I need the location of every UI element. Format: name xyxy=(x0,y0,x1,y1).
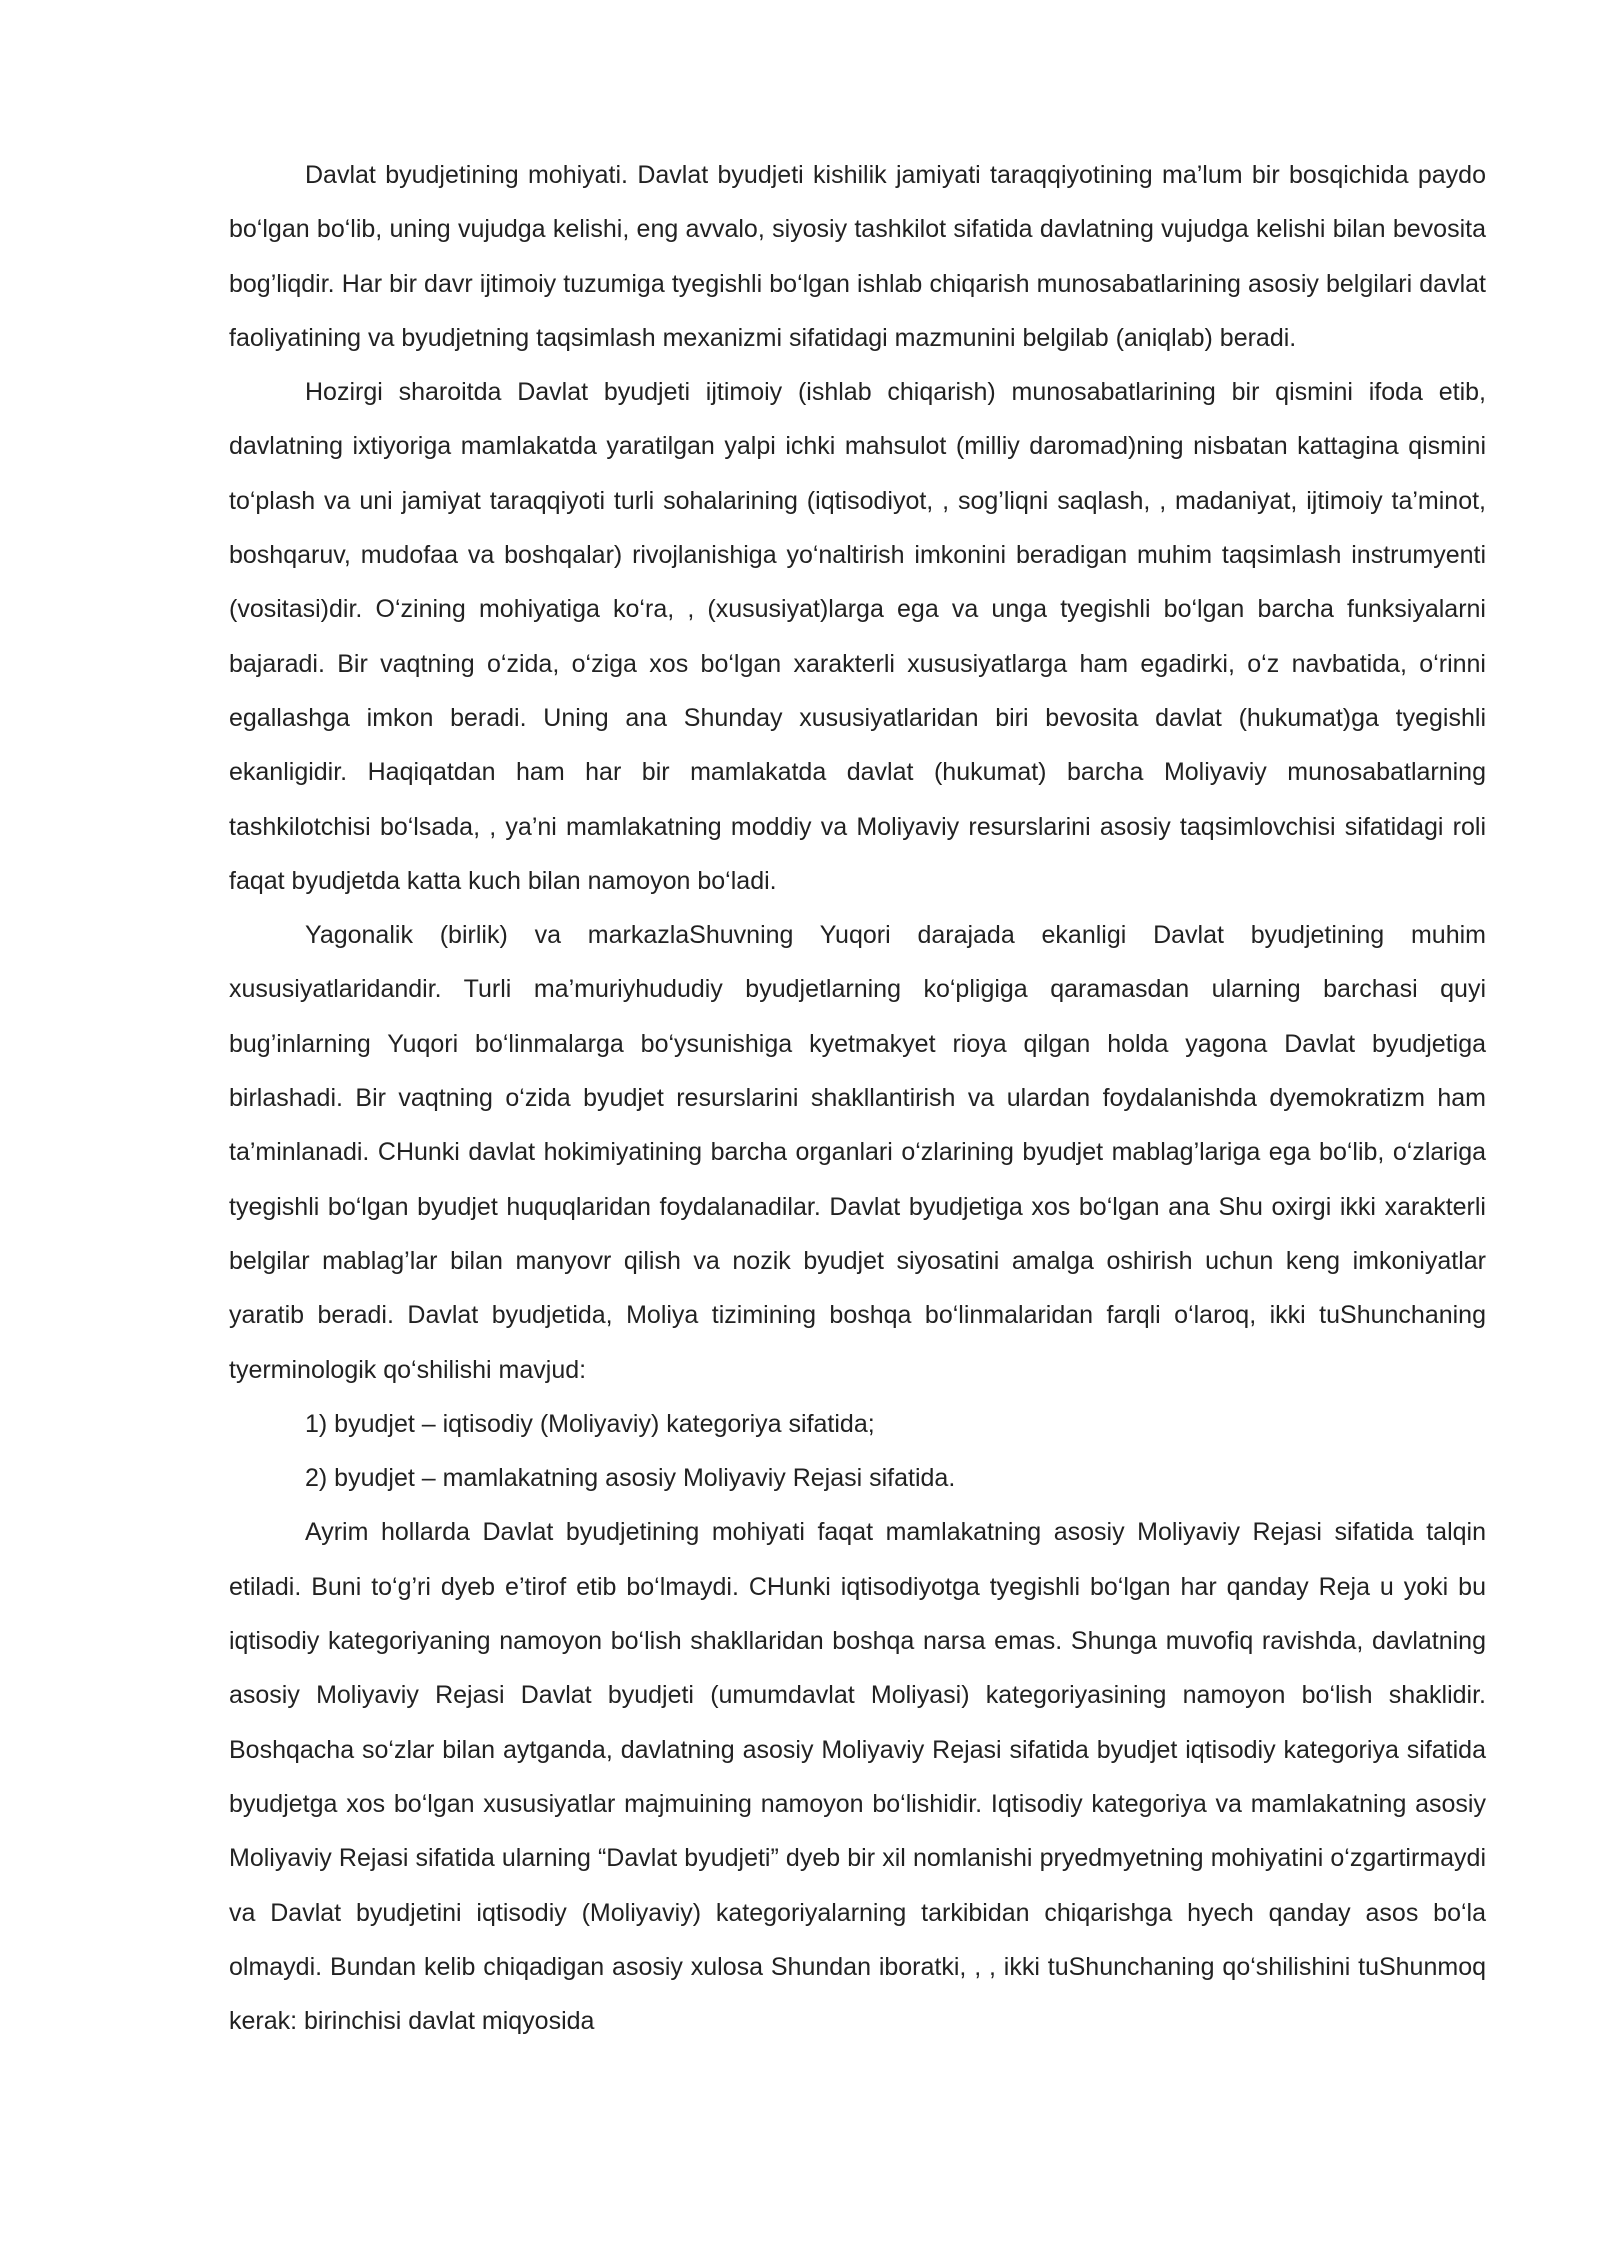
document-body xyxy=(229,148,1486,2048)
paragraph-unity-centralization: Yagonalik (birlik) va markazlaShuvning Yuqori darajada ekanligi Davlat byudjetining muhim xususiyatlaridandir. Turli ma’muriyhududiy byudjetlarning ko‘pligiga qaramasdan ularning barchasi quyi bug’inlarning Yuqori bo‘linmalarga bo‘ysunishiga kyetmakyet rioya qilgan holda yagona Davlat byudjetiga birlashadi. Bir vaqtning o‘zida byudjet resurslarini shakllantirish va ulardan foydalanishda dyemokratizm ham ta’minlanadi. CHunki davlat hokimiyatining barcha organlari o‘zlarining byudjet mablag’lariga ega bo‘lib, o‘zlariga tyegishli bo‘lgan byudjet huquqlaridan foydalanadilar. Davlat byudjetiga xos bo‘lgan ana Shu oxirgi ikki xarakterli belgilar mablag’lar bilan manyovr qilish va nozik byudjet siyosatini amalga oshirish uchun keng imkoniyatlar yaratib beradi. Davlat byudjetida, Moliya tizimining boshqa bo‘linmalaridan farqli o‘laroq, ikki tuShunchaning tyerminologik qo‘shilishi mavjud: xyxy=(229,921,1486,1384)
list-item-financial-plan: 2) byudjet – mamlakatning asosiy Moliyaviy Rejasi sifatida. xyxy=(305,1464,956,1493)
list-item-economic-category: 1) byudjet – iqtisodiy (Moliyaviy) kategoriya sifatida; xyxy=(305,1409,875,1438)
paragraph-budget-essence: Davlat byudjetining mohiyati. Davlat byudjeti kishilik jamiyati taraqqiyotining ma’lum bir bosqichida paydo bo‘lgan bo‘lib, uning vujudga kelishi, eng avvalo, siyosiy tashkilot sifatida davlatning vujudga kelishi bilan bevosita bog’liqdir. Har bir davr ijtimoiy tuzumiga tyegishli bo‘lgan ishlab chiqarish munosabatlarining asosiy belgilari davlat faoliyatining va byudjetning taqsimlash mexanizmi sifatidagi mazmunini belgilab (aniqlab) beradi. xyxy=(229,161,1486,352)
paragraph-current-conditions: Hozirgi sharoitda Davlat byudjeti ijtimoiy (ishlab chiqarish) munosabatlarining bir qismini ifoda etib, davlatning ixtiyoriga mamlakatda yaratilgan yalpi ichki mahsulot (milliy daromad)ning nisbatan kattagina qismini to‘plash va uni jamiyat taraqqiyoti turli sohalarining (iqtisodiyot, , sog’liqni saqlash, , madaniyat, ijtimoiy ta’minot, boshqaruv, mudofaa va boshqalar) rivojlanishiga yo‘naltirish imkonini beradigan muhim taqsimlash instrumyenti (vositasi)dir. O‘zining mohiyatiga ko‘ra, , (xususiyat)larga ega va unga tyegishli bo‘lgan barcha funksiyalarni bajaradi. Bir vaqtning o‘zida, o‘ziga xos bo‘lgan xarakterli xususiyatlarga ham egadirki, o‘z navbatida, o‘rinni egallashga imkon beradi. Uning ana Shunday xususiyatlaridan biri bevosita davlat (hukumat)ga tyegishli ekanligidir. Haqiqatdan ham har bir mamlakatda davlat (hukumat) barcha Moliyaviy munosabatlarning tashkilotchisi bo‘lsada, , ya’ni mamlakatning moddiy va Moliyaviy resurslarini asosiy taqsimlovchisi sifatidagi roli faqat byudjetda katta kuch bilan namoyon bo‘ladi. xyxy=(229,378,1486,895)
paragraph-interpretation: Ayrim hollarda Davlat byudjetining mohiyati faqat mamlakatning asosiy Moliyaviy Rejasi sifatida talqin etiladi. Buni to‘g’ri dyeb e’tirof etib bo‘lmaydi. CHunki iqtisodiyotga tyegishli bo‘lgan har qanday Reja u yoki bu iqtisodiy kategoriyaning namoyon bo‘lish shakllaridan boshqa narsa emas. Shunga muvofiq ravishda, davlatning asosiy Moliyaviy Rejasi Davlat byudjeti (umumdavlat Moliyasi) kategoriyasining namoyon bo‘lish shaklidir. Boshqacha so‘zlar bilan aytganda, davlatning asosiy Moliyaviy Rejasi sifatida byudjet iqtisodiy kategoriya sifatida byudjetga xos bo‘lgan xususiyatlar majmuining namoyon bo‘lishidir. Iqtisodiy kategoriya va mamlakatning asosiy Moliyaviy Rejasi sifatida ularning “Davlat byudjeti” dyeb bir xil nomlanishi pryedmyetning mohiyatini o‘zgartirmaydi va Davlat byudjetini iqtisodiy (Moliyaviy) kategoriyalarning tarkibidan chiqarishga hyech qanday asos bo‘la olmaydi. Bundan kelib chiqadigan asosiy xulosa Shundan iboratki, , , ikki tuShunchaning qo‘shilishini tuShunmoq kerak: birinchisi davlat miqyosida xyxy=(229,1518,1486,2036)
